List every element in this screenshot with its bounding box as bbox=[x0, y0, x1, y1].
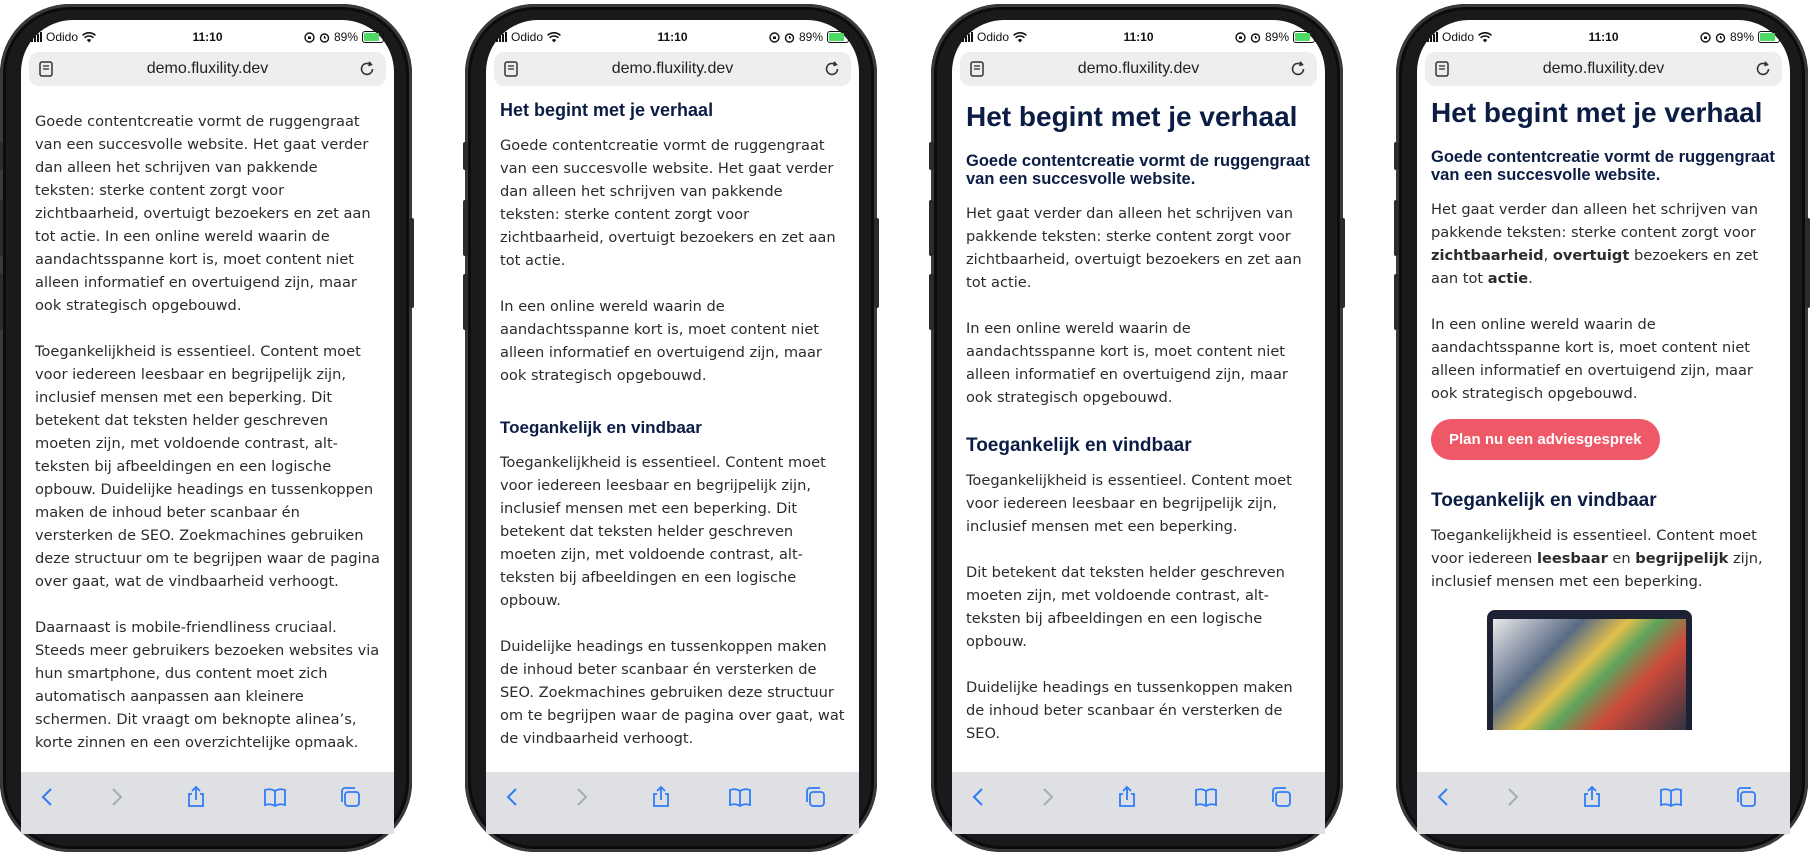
status-bar bbox=[486, 20, 859, 56]
clock: 11:10 bbox=[1123, 30, 1154, 44]
paragraph: Daarnaast is mobile-friendliness cruciaal. Steeds meer gebruikers bezoeken websites via hun smartphone, dus content moet zich automatisch aanpassen aan kleinere schermen. Dit vraagt om beknopte alinea’s, korte zinnen en een overzichtelijke opmaak. bbox=[35, 619, 380, 751]
url-text[interactable]: demo.fluxility.dev bbox=[1077, 60, 1200, 77]
phone-frame bbox=[931, 4, 1343, 852]
paragraph: Duidelijke headings en tussenkoppen maken de inhoud beter scanbaar én versterken de SEO. bbox=[966, 679, 1293, 742]
lead-text: Goede contentcreatie vormt de ruggengraat van een succesvolle website. bbox=[966, 152, 1310, 188]
back-icon bbox=[1432, 785, 1456, 809]
tabs-icon bbox=[803, 785, 827, 809]
share-button[interactable] bbox=[1579, 784, 1605, 810]
carrier-label: Odido bbox=[977, 30, 1010, 44]
mute-switch bbox=[463, 142, 468, 170]
paragraph: Toegankelijkheid is essentieel. Content moet voor iedereen leesbaar en begrijpelijk zijn, inclusief mensen met een beperking. Dit betekent dat teksten helder geschreven moeten zijn, met voldoende contrast, alt-teksten bij afbeeldingen en een logische opbouw. bbox=[500, 454, 826, 609]
paragraph: Goede contentcreatie vormt de ruggengraat van een succesvolle website. Het gaat verder dan alleen het schrijven van pakkende teksten: sterke content zorgt voor zichtbaarheid, overtuigt bezoekers en zet aan tot actie. bbox=[500, 137, 836, 269]
tabs-icon bbox=[1734, 785, 1758, 809]
power-button bbox=[409, 218, 414, 308]
browser-toolbar bbox=[486, 772, 859, 834]
address-bar[interactable] bbox=[1425, 52, 1782, 86]
clock: 11:10 bbox=[657, 30, 688, 44]
volume-up-button bbox=[0, 200, 3, 256]
browser-toolbar bbox=[952, 772, 1325, 834]
emphasis: actie bbox=[1487, 270, 1529, 287]
browser-toolbar bbox=[21, 772, 394, 834]
bookmarks-button[interactable] bbox=[1658, 784, 1684, 810]
volume-up-button bbox=[463, 200, 468, 256]
tabs-icon bbox=[1269, 785, 1293, 809]
share-button[interactable] bbox=[1114, 784, 1140, 810]
emphasis: zichtbaarheid bbox=[1431, 247, 1544, 264]
tabs-icon bbox=[338, 785, 362, 809]
phone-screen bbox=[1417, 20, 1790, 834]
forward-button[interactable] bbox=[1499, 784, 1525, 810]
address-bar[interactable] bbox=[494, 52, 851, 86]
status-bar bbox=[1417, 20, 1790, 56]
lock-rotation-icon bbox=[769, 32, 780, 43]
page-content bbox=[35, 110, 380, 772]
paragraph: Dit betekent dat teksten helder geschreven moeten zijn, met voldoende contrast, alt-teksten bij afbeeldingen en een logische opbouw. bbox=[966, 564, 1285, 650]
url-text[interactable]: demo.fluxility.dev bbox=[611, 60, 734, 77]
share-icon bbox=[1580, 785, 1604, 809]
paragraph: Het gaat verder dan alleen het schrijven van pakkende teksten: sterke content zorgt voor zichtbaarheid, overtuigt bezoekers en zet aan tot actie. bbox=[966, 205, 1302, 291]
bookmarks-button[interactable] bbox=[262, 784, 288, 810]
battery-percent: 89% bbox=[333, 30, 358, 44]
section-heading: Toegankelijk en vindbaar bbox=[966, 435, 1192, 456]
share-icon bbox=[1115, 785, 1139, 809]
volume-up-button bbox=[929, 200, 934, 256]
forward-button[interactable] bbox=[1034, 784, 1060, 810]
reload-icon[interactable] bbox=[1754, 60, 1772, 78]
lead-text: Goede contentcreatie vormt de ruggengraat van een succesvolle website. bbox=[1431, 148, 1775, 184]
forward-icon bbox=[569, 785, 593, 809]
paragraph: In een online wereld waarin de aandachtsspanne kort is, moet content niet alleen informatief en overtuigend zijn, maar ook strategisch opgebouwd. bbox=[966, 320, 1288, 406]
mute-switch bbox=[1394, 142, 1399, 170]
alarm-icon bbox=[1715, 32, 1726, 43]
paragraph: In een online wereld waarin de aandachtsspanne kort is, moet content niet alleen informatief en overtuigend zijn, maar ook strategisch opgebouwd. bbox=[500, 298, 822, 384]
browser-toolbar bbox=[1417, 772, 1790, 834]
carrier-label: Odido bbox=[511, 30, 544, 44]
battery-icon bbox=[1758, 31, 1780, 43]
paragraph: Toegankelijkheid is essentieel. Content moet voor iedereen leesbaar en begrijpelijk zijn, inclusief mensen met een beperking. Dit betekent dat teksten helder geschreven moeten zijn, met voldoende contrast, alt-teksten bij afbeeldingen en een logische opbouw. Duidelijke headings en tussenkoppen maken de inhoud beter scanbaar én versterken de SEO. Zoekmachines gebruiken deze structuur om te begrijpen waar de pagina over gaat, wat de vindbaarheid verhoogt. bbox=[35, 343, 380, 590]
battery-percent: 89% bbox=[1264, 30, 1289, 44]
volume-up-button bbox=[1394, 200, 1399, 256]
bookmarks-icon bbox=[1194, 785, 1218, 809]
page-heading: Het begint met je verhaal bbox=[500, 100, 714, 120]
share-icon bbox=[649, 785, 673, 809]
battery-icon bbox=[362, 31, 384, 43]
paragraph: Toegankelijkheid is essentieel. Content moet voor iedereen leesbaar en begrijpelijk zijn, inclusief mensen met een beperking. bbox=[966, 472, 1292, 535]
paragraph: Goede contentcreatie vormt de ruggengraat van een succesvolle website. Het gaat verder dan alleen het schrijven van pakkende teksten: sterke content zorgt voor zichtbaarheid, overtuigt bezoekers en zet aan tot actie. In een online wereld waarin de aandachtsspanne kort is, moet content niet alleen informatief en overtuigend zijn, maar ook strategisch opgebouwd. bbox=[35, 113, 371, 314]
volume-down-button bbox=[929, 274, 934, 330]
tabs-button[interactable] bbox=[1268, 784, 1294, 810]
section-heading: Toegankelijk en vindbaar bbox=[500, 418, 702, 437]
tabs-button[interactable] bbox=[802, 784, 828, 810]
back-button[interactable] bbox=[1431, 784, 1457, 810]
volume-down-button bbox=[463, 274, 468, 330]
mute-switch bbox=[0, 142, 3, 170]
share-button[interactable] bbox=[648, 784, 674, 810]
bookmarks-icon bbox=[728, 785, 752, 809]
alarm-icon bbox=[319, 32, 330, 43]
address-bar[interactable] bbox=[29, 52, 386, 86]
back-button[interactable] bbox=[35, 784, 61, 810]
tabs-button[interactable] bbox=[337, 784, 363, 810]
phone-frame bbox=[465, 4, 877, 852]
back-button[interactable] bbox=[500, 784, 526, 810]
carrier-label: Odido bbox=[46, 30, 79, 44]
clock: 11:10 bbox=[192, 30, 223, 44]
emphasis: overtuigt bbox=[1552, 247, 1630, 264]
power-button bbox=[1340, 218, 1345, 308]
forward-icon bbox=[104, 785, 128, 809]
page-heading: Het begint met je verhaal bbox=[966, 101, 1298, 132]
volume-down-button bbox=[0, 274, 3, 330]
carrier-label: Odido bbox=[1442, 30, 1475, 44]
share-icon bbox=[184, 785, 208, 809]
phone-frame bbox=[0, 4, 412, 852]
emphasis: leesbaar bbox=[1536, 550, 1608, 567]
back-icon bbox=[501, 785, 525, 809]
battery-percent: 89% bbox=[1729, 30, 1754, 44]
volume-down-button bbox=[1394, 274, 1399, 330]
laptop-mockup-image bbox=[1487, 610, 1692, 730]
back-button[interactable] bbox=[966, 784, 992, 810]
battery-icon bbox=[827, 31, 849, 43]
bookmarks-icon bbox=[1659, 785, 1683, 809]
bookmarks-button[interactable] bbox=[727, 784, 753, 810]
mute-switch bbox=[929, 142, 934, 170]
phone-screen bbox=[486, 20, 859, 834]
back-icon bbox=[36, 785, 60, 809]
reload-icon[interactable] bbox=[823, 60, 841, 78]
phone-frame bbox=[1396, 4, 1808, 852]
forward-button[interactable] bbox=[103, 784, 129, 810]
page-content bbox=[966, 100, 1311, 772]
url-text[interactable]: demo.fluxility.dev bbox=[1542, 60, 1665, 77]
url-text[interactable]: demo.fluxility.dev bbox=[146, 60, 269, 77]
lock-rotation-icon bbox=[1700, 32, 1711, 43]
lock-rotation-icon bbox=[1235, 32, 1246, 43]
share-button[interactable] bbox=[183, 784, 209, 810]
power-button bbox=[1805, 218, 1810, 308]
status-bar bbox=[21, 20, 394, 56]
reload-icon[interactable] bbox=[1289, 60, 1307, 78]
back-icon bbox=[967, 785, 991, 809]
paragraph: Duidelijke headings en tussenkoppen maken de inhoud beter scanbaar én versterken de SEO. Zoekmachines gebruiken deze structuur om te begrijpen waar de pagina over gaat, wat de vindbaarheid verhoogt. bbox=[500, 638, 845, 747]
bookmarks-icon bbox=[263, 785, 287, 809]
alarm-icon bbox=[784, 32, 795, 43]
tabs-button[interactable] bbox=[1733, 784, 1759, 810]
forward-icon bbox=[1500, 785, 1524, 809]
lock-rotation-icon bbox=[304, 32, 315, 43]
power-button bbox=[874, 218, 879, 308]
emphasis: begrijpelijk bbox=[1635, 550, 1729, 567]
website-screenshot bbox=[1493, 619, 1686, 730]
page-heading: Het begint met je verhaal bbox=[1431, 97, 1763, 128]
page-content bbox=[500, 98, 845, 772]
paragraph: Het gaat verder dan alleen het schrijven van pakkende teksten: sterke content zorgt voor zichtbaarheid, overtuigt bezoekers en zet aan tot actie. bbox=[1431, 201, 1759, 287]
forward-icon bbox=[1035, 785, 1059, 809]
clock: 11:10 bbox=[1588, 30, 1619, 44]
cta-button[interactable]: Plan nu een adviesgesprek bbox=[1431, 419, 1660, 460]
phone-screen bbox=[21, 20, 394, 834]
status-bar bbox=[952, 20, 1325, 56]
section-heading: Toegankelijk en vindbaar bbox=[1431, 490, 1657, 511]
reload-icon[interactable] bbox=[358, 60, 376, 78]
battery-percent: 89% bbox=[798, 30, 823, 44]
forward-button[interactable] bbox=[568, 784, 594, 810]
bookmarks-button[interactable] bbox=[1193, 784, 1219, 810]
phone-screen bbox=[952, 20, 1325, 834]
address-bar[interactable] bbox=[960, 52, 1317, 86]
paragraph: Toegankelijkheid is essentieel. Content moet voor iedereen leesbaar en begrijpelijk zijn, inclusief mensen met een beperking. bbox=[1431, 527, 1763, 590]
paragraph: In een online wereld waarin de aandachtsspanne kort is, moet content niet alleen informatief en overtuigend zijn, maar ook strategisch opgebouwd. bbox=[1431, 316, 1753, 402]
battery-icon bbox=[1293, 31, 1315, 43]
alarm-icon bbox=[1250, 32, 1261, 43]
